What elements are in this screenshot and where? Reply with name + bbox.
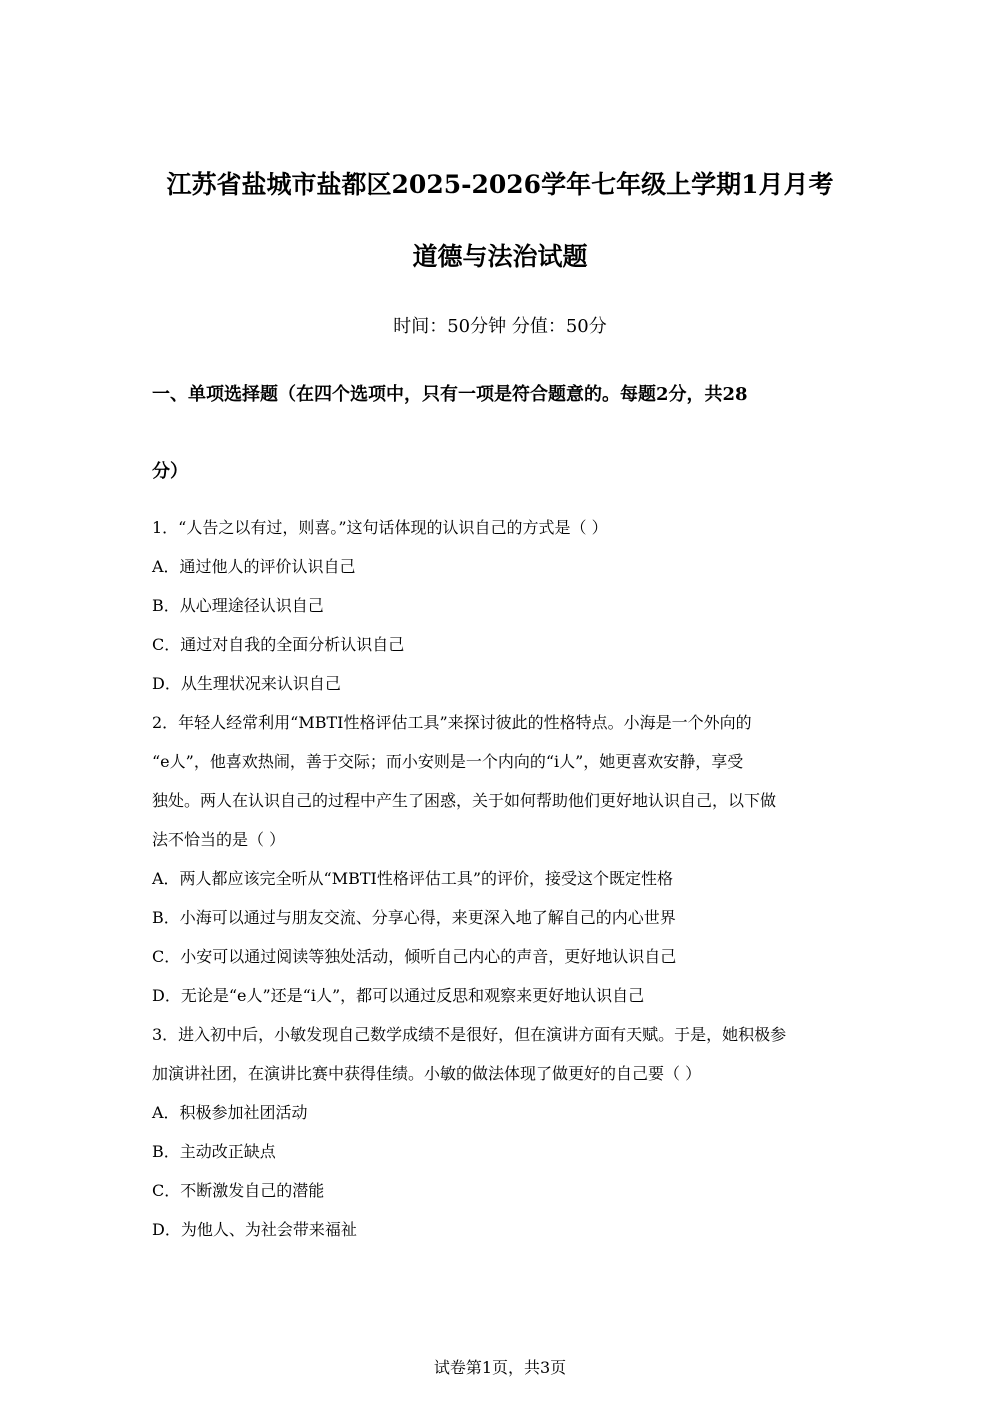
option-d: D．为他人、为社会带来福祉 <box>152 1220 357 1239</box>
option-c: C．不断激发自己的潜能 <box>152 1181 325 1200</box>
question-stem-line: 加演讲社团，在演讲比赛中获得佳绩。小敏的做法体现了做更好的自己要（ ） <box>152 1064 702 1083</box>
option-b: B．从心理途径认识自己 <box>152 596 324 615</box>
question-stem-line: 1．“人告之以有过，则喜。”这句话体现的认识自己的方式是（ ） <box>152 518 608 537</box>
page-footer: 试卷第1页，共3页 <box>433 1358 567 1377</box>
option-b: B．主动改正缺点 <box>152 1142 276 1161</box>
question-stem-line: “e人”，他喜欢热闹，善于交际；而小安则是一个内向的“i人”，她更喜欢安静，享受 <box>152 752 744 771</box>
exam-subtitle: 道德与法治试题 <box>412 242 588 271</box>
option-a: A．通过他人的评价认识自己 <box>152 557 356 576</box>
option-a: A．积极参加社团活动 <box>152 1103 308 1122</box>
section-heading: 一、单项选择题（在四个选项中，只有一项是符合题意的。每题2分，共28 <box>152 384 748 405</box>
question-stem-line: 独处。两人在认识自己的过程中产生了困惑，关于如何帮助他们更好地认识自己，以下做 <box>152 791 777 810</box>
question-stem-line: 2．年轻人经常利用“MBTI性格评估工具”来探讨彼此的性格特点。小海是一个外向的 <box>152 713 752 732</box>
question-stem-line: 3．进入初中后，小敏发现自己数学成绩不是很好，但在演讲方面有天赋。于是，她积极参 <box>152 1025 787 1044</box>
exam-time-score: 时间：50分钟 分值：50分 <box>393 316 607 337</box>
option-b: B．小海可以通过与朋友交流、分享心得，来更深入地了解自己的内心世界 <box>152 908 676 927</box>
option-c: C．通过对自我的全面分析认识自己 <box>152 635 405 654</box>
option-a: A．两人都应该完全听从“MBTI性格评估工具”的评价，接受这个既定性格 <box>152 869 674 888</box>
question-stem-line: 法不恰当的是（ ） <box>152 830 286 849</box>
option-c: C．小安可以通过阅读等独处活动，倾听自己内心的声音，更好地认识自己 <box>152 947 677 966</box>
exam-title: 江苏省盐城市盐都区2025-2026学年七年级上学期1月月考 <box>166 170 834 199</box>
section-heading-continued: 分） <box>152 461 188 482</box>
option-d: D．无论是“e人”还是“i人”，都可以通过反思和观察来更好地认识自己 <box>152 986 645 1005</box>
option-d: D．从生理状况来认识自己 <box>152 674 341 693</box>
